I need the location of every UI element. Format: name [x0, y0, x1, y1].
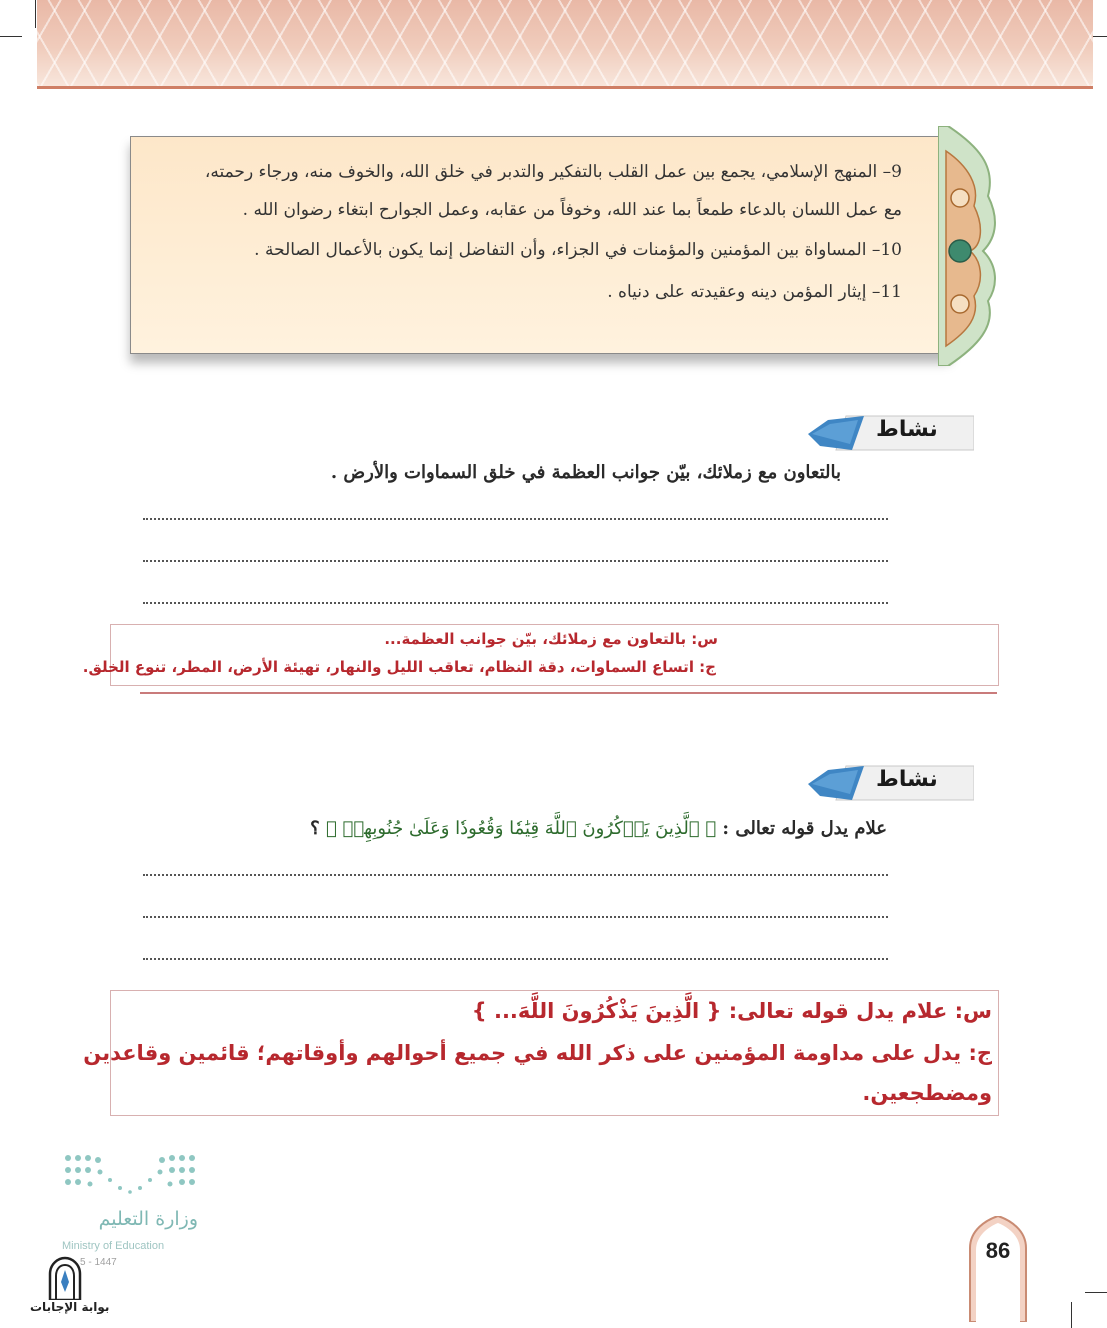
note-line-11: 11– إيثار المؤمن دينه وعقيدته على دنياه .	[607, 282, 902, 302]
crop-mark	[0, 36, 22, 37]
activity-tab-label: نشاط	[876, 417, 938, 442]
quran-verse: ﴿ ٱلَّذِينَ يَذۡكُرُونَ ٱللَّهَ قِيَٰمٗا وَقُعُودٗا وَعَلَىٰ جُنُوبِهِمۡ ﴾	[326, 818, 717, 839]
answer-box	[83, 990, 999, 1116]
gateway-label[interactable]: بوابة الإجابات	[30, 1300, 110, 1314]
answer-text: ج: يدل على مداومة المؤمنين على ذكر الله في جميع أحوالهم وأوقاتهم؛ قائمين وقاعدين	[83, 1041, 992, 1065]
ministry-name-arabic: وزارة التعليم	[98, 1208, 198, 1230]
crop-mark	[35, 0, 36, 28]
answer-dotted-line	[143, 874, 888, 876]
gateway-logo-icon[interactable]	[46, 1256, 84, 1300]
answer-dotted-line	[143, 602, 888, 604]
section-divider	[140, 692, 997, 694]
answer-dotted-line	[143, 916, 888, 918]
activity-prompt	[310, 818, 887, 839]
ministry-name-english: Ministry of Education	[62, 1240, 165, 1252]
crop-mark	[1085, 1292, 1107, 1293]
answer-text: ج: اتساع السماوات، دقة النظام، تعاقب الليل والنهار، تهيئة الأرض، المطر، تنوع الخلق.	[82, 658, 716, 676]
answer-dotted-line	[143, 518, 888, 520]
answer-question: س: علام يدل قوله تعالى: { الَّذِينَ يَذْكُرُونَ اللَّهَ... }	[471, 999, 992, 1023]
activity-prompt: بالتعاون مع زملائك، بيّن جوانب العظمة في خلق السماوات والأرض .	[330, 462, 841, 483]
prompt-prefix: علام يدل قوله تعالى :	[722, 818, 887, 839]
page-number-tab	[968, 1216, 1028, 1322]
answer-dotted-line	[143, 560, 888, 562]
note-line-9a: 9– المنهج الإسلامي، يجمع بين عمل القلب بالتفكير والتدبر في خلق الله، والخوف منه، ورجاء رحمته،	[204, 162, 902, 182]
header-divider	[37, 86, 1093, 89]
answer-text-cont: ومضطجعين.	[862, 1081, 992, 1105]
ministry-logo-icon	[62, 1152, 198, 1200]
arabesque-ornament-icon	[938, 126, 998, 366]
answer-question: س: بالتعاون مع زملائك، بيّن جوانب العظمة...	[384, 630, 718, 648]
crop-mark	[1071, 1302, 1072, 1328]
answer-dotted-line	[143, 958, 888, 960]
page-number: 86	[985, 1238, 1011, 1263]
note-line-10: 10– المساواة بين المؤمنين والمؤمنات في الجزاء، وأن التفاضل إنما يكون بالأعمال الصالحة .	[254, 240, 902, 260]
note-line-9b: مع عمل اللسان بالدعاء طمعاً بما عند الله، وخوفاً من عقابه، وعمل الجوارح ابتغاء رضوان الله .	[242, 200, 902, 220]
prompt-suffix: ؟	[310, 818, 320, 839]
ministry-year: 5 - 1447	[80, 1257, 117, 1268]
answer-box	[82, 624, 999, 686]
header-pattern-band	[37, 0, 1093, 86]
activity-tab-label: نشاط	[876, 767, 938, 792]
